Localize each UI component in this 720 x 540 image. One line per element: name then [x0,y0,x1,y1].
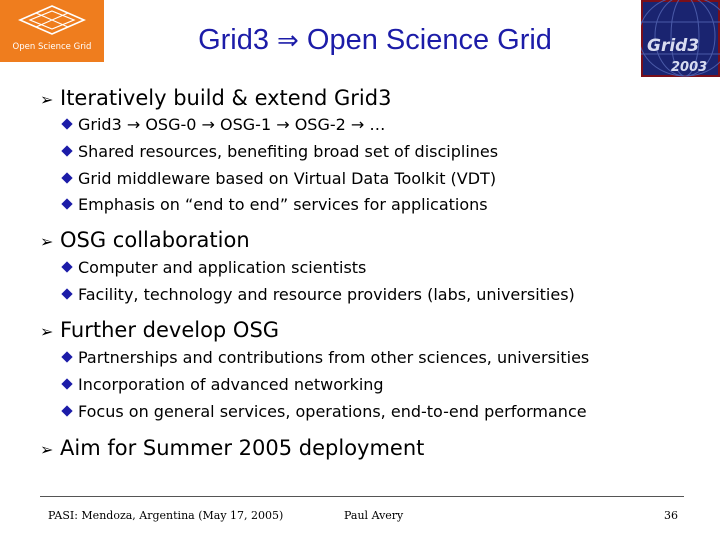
page-number: 36 [664,509,678,522]
diamond-bullet-icon [61,405,72,416]
diamond-bullet-icon [61,288,72,299]
list-item: Emphasis on “end to end” services for applications [78,195,488,215]
list-item: Partnerships and contributions from other sciences, universities [78,348,589,368]
osg-grid-icon [0,0,104,62]
section-heading: ➢ Iteratively build & extend Grid3 [40,86,392,110]
diamond-bullet-icon [61,378,72,389]
title-right: Open Science Grid [306,24,552,56]
section-heading: ➢ Further develop OSG [40,318,280,342]
diamond-bullet-icon [61,261,72,272]
list-item: Grid3 → OSG-0 → OSG-1 → OSG-2 → … [78,115,385,135]
arrow-bullet-icon: ➢ [40,90,54,109]
section-heading: ➢ OSG collaboration [40,228,250,252]
footer-left: PASI: Mendoza, Argentina (May 17, 2005) [48,509,284,522]
diamond-bullet-icon [61,351,72,362]
list-item: Shared resources, benefiting broad set of disciplines [78,142,498,162]
osg-logo-text: Open Science Grid [12,42,92,52]
arrow-bullet-icon: ➢ [40,322,54,341]
implies-arrow-icon: ⇒ [277,25,299,55]
list-item: Grid middleware based on Virtual Data Toolkit (VDT) [78,169,496,189]
section-heading: ➢ Aim for Summer 2005 deployment [40,436,425,460]
grid3-logo-year: 2003 [671,60,708,75]
grid3-globe-icon [641,0,720,77]
osg-logo [0,0,104,62]
grid3-logo [641,0,720,77]
list-item: Computer and application scientists [78,258,366,278]
list-item: Facility, technology and resource providers (labs, universities) [78,285,575,305]
diamond-bullet-icon [61,198,72,209]
title-left: Grid3 [198,24,269,56]
arrow-bullet-icon: ➢ [40,232,54,251]
grid3-logo-text: Grid3 [647,36,700,56]
slide-title [140,24,610,57]
diamond-bullet-icon [61,145,72,156]
diamond-bullet-icon [61,172,72,183]
arrow-bullet-icon: ➢ [40,440,54,459]
list-item: Focus on general services, operations, end-to-end performance [78,402,587,422]
diamond-bullet-icon [61,118,72,129]
footer-author: Paul Avery [344,509,404,522]
footer-divider [40,496,684,497]
list-item: Incorporation of advanced networking [78,375,384,395]
